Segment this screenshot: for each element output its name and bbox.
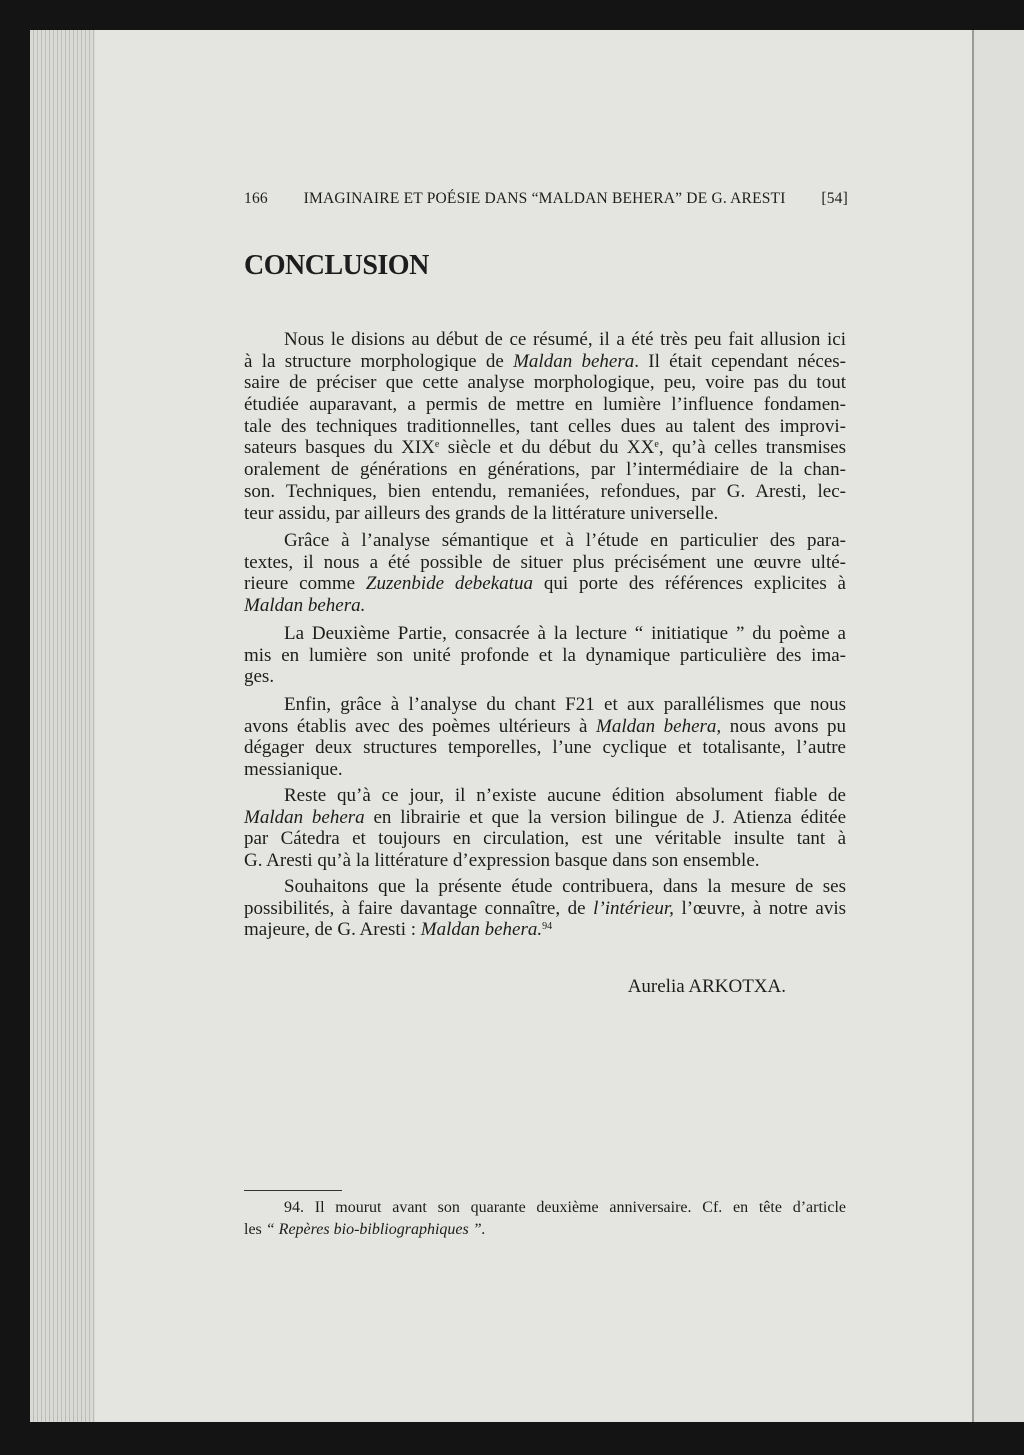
text-run: sateurs basques du XIX xyxy=(244,437,435,459)
text-line xyxy=(244,437,846,459)
text-line xyxy=(244,898,846,920)
text-run: rieure comme xyxy=(244,573,366,595)
text-line xyxy=(244,759,846,781)
italic-text: Maldan behera xyxy=(244,806,365,828)
text-line xyxy=(244,737,846,759)
paragraph xyxy=(244,329,846,524)
text-line xyxy=(244,481,846,503)
italic-text: l’intérieur, xyxy=(593,897,674,919)
text-line xyxy=(244,329,846,351)
section-title: CONCLUSION xyxy=(244,250,429,281)
text-run: G. Aresti qu’à la littérature d’expression basque dans son ensemble. xyxy=(244,850,760,872)
text-run: tale des techniques traditionnelles, tant celles dues au talent des improvi- xyxy=(244,415,846,437)
text-line xyxy=(244,394,846,416)
text-run: 94. Il mourut avant son quarante deuxième anniversaire. Cf. en tête d’article xyxy=(284,1199,846,1216)
text-line xyxy=(244,351,846,373)
section-ref: [54] xyxy=(821,190,848,207)
italic-text: Maldan behera. xyxy=(420,919,543,941)
paragraph xyxy=(244,623,846,688)
text-line xyxy=(244,694,846,716)
signature: Aurelia ARKOTXA. xyxy=(627,976,786,997)
text-run: les xyxy=(244,1220,266,1238)
text-line xyxy=(244,716,846,738)
text-line xyxy=(244,623,846,645)
text-line xyxy=(244,1220,846,1242)
text-line xyxy=(244,530,846,552)
text-line xyxy=(244,416,846,438)
text-line xyxy=(244,459,846,481)
text-run: Souhaitons que la présente étude contribuera, dans la mesure de ses xyxy=(284,876,846,897)
text-line xyxy=(244,552,846,574)
text-line xyxy=(244,807,846,829)
text-run: Reste qu’à ce jour, il n’existe aucune édition absolument fiable de xyxy=(284,785,846,806)
text-run: à la structure morphologique de xyxy=(244,350,514,372)
text-run: étudiée auparavant, a permis de mettre en lumière l’influence fondamen- xyxy=(244,394,846,416)
italic-text: “ Repères bio-bibliographiques ”. xyxy=(265,1220,486,1238)
page-stack-edges xyxy=(30,30,100,1422)
text-line xyxy=(244,595,846,617)
text-run: en librairie et que la version bilingue de J. Atienza éditée xyxy=(364,806,847,828)
text-run: Enfin, grâce à l’analyse du chant F21 et aux parallélismes que nous xyxy=(284,694,846,715)
text-run: qui porte des références explicites à xyxy=(532,573,846,595)
text-line xyxy=(244,573,846,595)
superscript: e xyxy=(434,439,440,451)
text-run: ges. xyxy=(244,666,275,688)
text-run: mis en lumière son unité profonde et la dynamique particulière des ima- xyxy=(244,644,846,666)
text-line xyxy=(244,850,846,872)
text-run: , qu’à celles transmises xyxy=(658,437,846,459)
running-header xyxy=(244,190,848,208)
text-line xyxy=(244,503,846,525)
text-run: majeure, de G. Aresti : xyxy=(244,919,421,941)
text-run: nous avons pu xyxy=(721,715,846,737)
text-run: dégager deux structures temporelles, l’une cyclique et totalisante, l’autre xyxy=(244,737,846,759)
italic-text: Maldan behera. xyxy=(244,595,366,617)
text-run: messianique. xyxy=(244,759,343,781)
text-run: teur assidu, par ailleurs des grands de la littérature universelle. xyxy=(244,502,719,524)
text-line xyxy=(244,919,846,941)
text-run: possibilités, à faire davantage connaître, de xyxy=(244,897,594,919)
text-run: . Il était cependant néces- xyxy=(634,350,846,372)
paragraph xyxy=(244,694,846,781)
text-run: saire de préciser que cette analyse morphologique, peu, voire pas du tout xyxy=(244,372,846,394)
text-run: textes, il nous a été possible de situer plus précisément une œuvre ulté- xyxy=(244,551,846,573)
paragraph xyxy=(244,530,846,617)
italic-text: Zuzenbide debekatua xyxy=(365,573,533,595)
superscript: e xyxy=(654,439,659,451)
facing-page-edge xyxy=(972,30,1024,1422)
italic-text: Maldan behera xyxy=(513,350,635,372)
text-line xyxy=(244,1198,846,1220)
text-run: son. Techniques, bien entendu, remaniées, refondues, par G. Aresti, lec- xyxy=(244,480,846,502)
text-run: avons établis avec des poèmes ultérieurs à xyxy=(244,715,597,737)
text-run: par Cátedra et toujours en circulation, est une véritable insulte tant à xyxy=(244,828,846,850)
text-line xyxy=(244,666,846,688)
superscript: 94 xyxy=(542,921,553,933)
footnote xyxy=(244,1198,846,1241)
text-run: l’œuvre, à notre avis xyxy=(673,897,847,919)
text-line xyxy=(244,785,846,807)
paragraph xyxy=(244,785,846,872)
text-run: Nous le disions au début de ce résumé, il a été très peu fait allusion ici xyxy=(284,329,846,350)
text-run: Grâce à l’analyse sémantique et à l’étude en particulier des para- xyxy=(284,530,846,551)
page-number: 166 xyxy=(244,190,268,207)
text-line xyxy=(244,645,846,667)
text-line xyxy=(244,876,846,898)
text-line xyxy=(244,828,846,850)
running-title: IMAGINAIRE ET POÉSIE DANS “MALDAN BEHERA” DE G. ARESTI xyxy=(303,190,786,207)
text-line xyxy=(244,372,846,394)
italic-text: Maldan behera, xyxy=(596,715,722,737)
text-run: oralement de générations en générations, par l’intermédiaire de la chan- xyxy=(244,459,846,481)
paragraph xyxy=(244,876,846,941)
text-run: siècle et du début du XX xyxy=(439,437,655,459)
footnote-rule xyxy=(244,1190,342,1191)
text-run: La Deuxième Partie, consacrée à la lecture “ initiatique ” du poème a xyxy=(284,623,846,644)
